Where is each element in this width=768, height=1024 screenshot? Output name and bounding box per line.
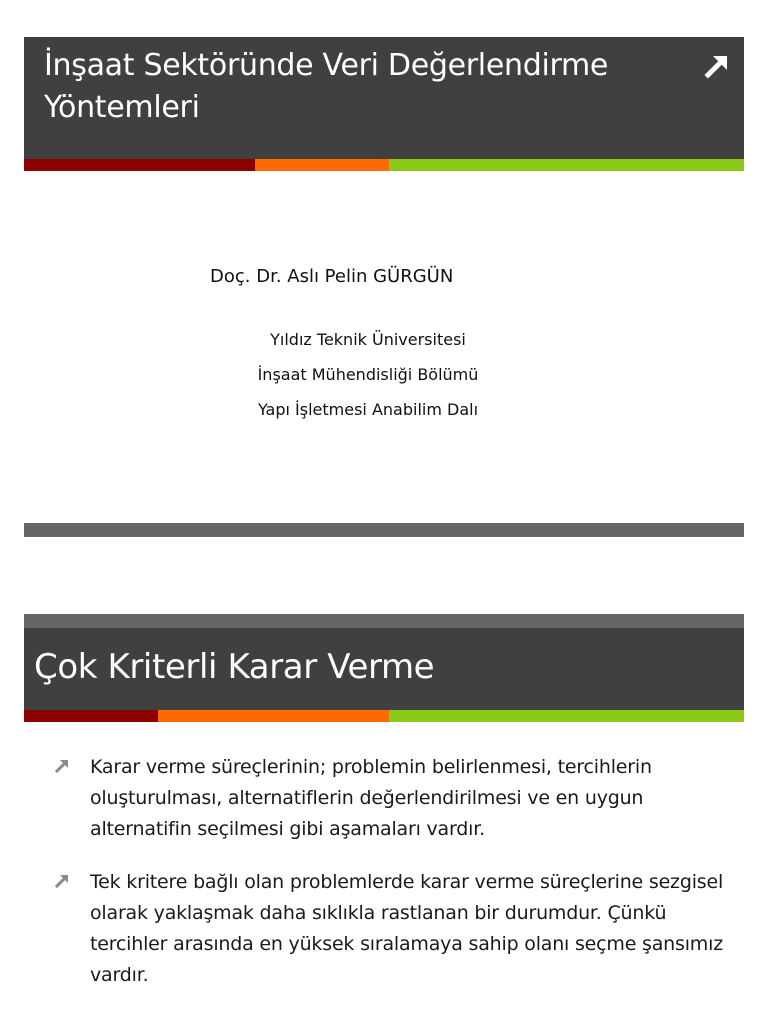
slide2-top-strip [24,614,744,628]
affiliation-division: Yapı İşletmesi Anabilim Dalı [257,400,479,419]
list-item [52,752,742,845]
affiliation-block [200,322,536,427]
stripe-orange-segment [255,159,389,171]
slide1-color-stripe [24,159,744,171]
arrow-up-right-icon [54,873,70,889]
author-name: Doç. Dr. Aslı Pelin GÜRGÜN [210,266,454,287]
slide1-title: İnşaat Sektöründe Veri Değerlendirme Yöntemleri [44,48,609,125]
stripe-green-segment [389,159,744,171]
slide1-title-bar [24,37,744,159]
bullet-text: Karar verme süreçlerinin; problemin belirlenmesi, tercihlerin oluşturulması, alternatiflerin değerlendirilmesi ve en uygun alternatifin seçilmesi gibi aşamaları vardır. [90,756,652,840]
slide2-title-bar [24,628,744,710]
slide1-bottom-bar [24,523,744,537]
stripe-green-segment [389,710,744,722]
stripe-red-segment [24,710,158,722]
bullet-text: Tek kritere bağlı olan problemlerde karar verme süreçlerine sezgisel olarak yaklaşmak daha sıklıkla rastlanan bir durumdur. Çünkü tercihler arasında en yüksek sıralamaya sahip olanı seçme şansımız vardır. [90,871,724,986]
arrow-up-right-icon [54,758,70,774]
slide2-title: Çok Kriterli Karar Verme [34,647,435,687]
affiliation-university: Yıldız Teknik Üniversitesi [270,330,466,349]
bullet-list [52,752,742,1013]
list-item [52,867,742,991]
affiliation-department: İnşaat Mühendisliği Bölümü [257,365,479,384]
slide2-color-stripe [24,710,744,722]
arrow-up-right-icon [702,51,732,81]
stripe-orange-segment [158,710,389,722]
stripe-red-segment [24,159,255,171]
